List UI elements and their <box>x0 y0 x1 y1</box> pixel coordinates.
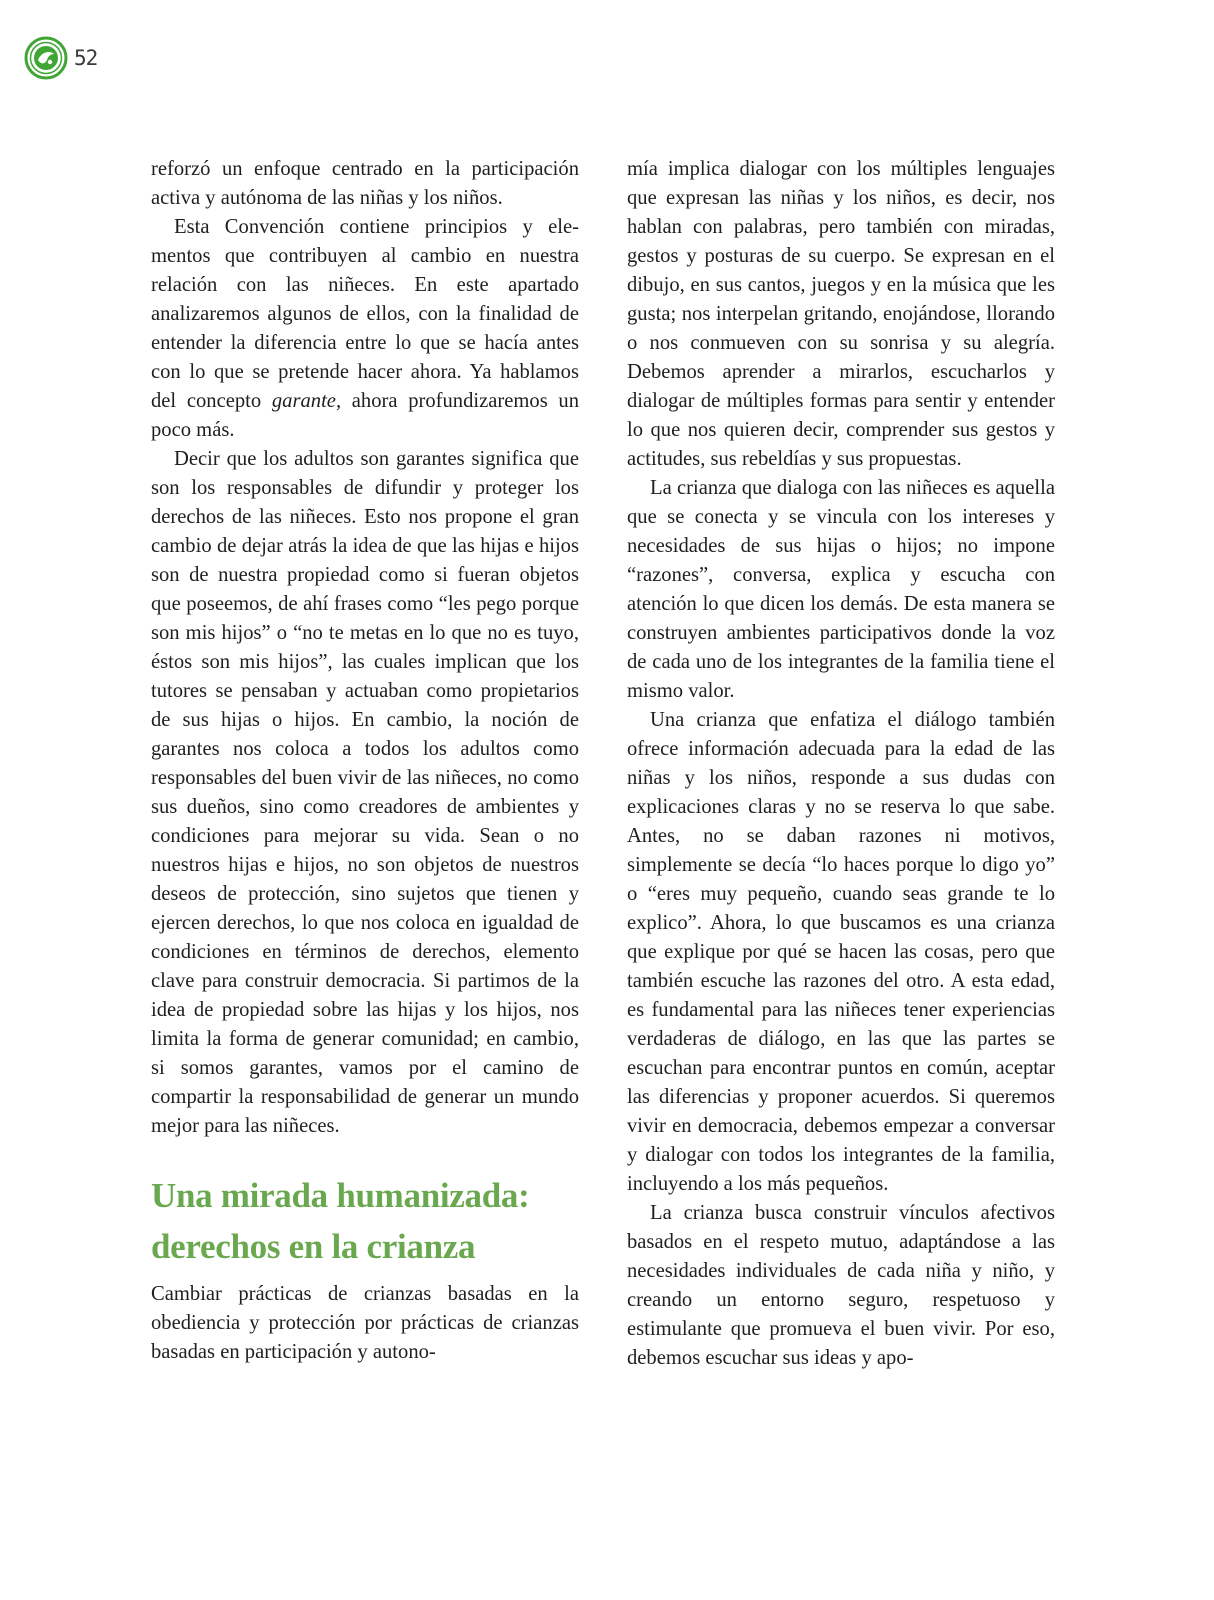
right-column <box>627 155 1055 1373</box>
paragraph: La crianza que dialoga con las niñeces es aquella que se conecta y se vincula con los intereses y necesidades de sus hijas o hijos; no impone “razones”, conversa, explica y escucha con atención lo que dicen los demás. De esta manera se construyen ambientes participativos donde la voz de cada uno de los integrantes de la familia tiene el mismo valor. <box>627 477 1055 702</box>
circular-logo-icon <box>24 36 68 80</box>
paragraph: mía implica dialogar con los múltiples lenguajes que expresan las niñas y los niños, es decir, nos hablan con palabras, pero también con miradas, gestos y posturas de su cuerpo. Se expresan en el dibujo, en sus cantos, juegos y en la música que les gusta; nos interpelan gritando, enojándose, llorando o nos conmueven con su sonrisa y su alegría. Debemos aprender a mirarlos, escucharlos y dialogar de múltiples formas para sentir y entender lo que nos quieren decir, comprender sus gestos y actitudes, sus rebeldías y sus propuestas. <box>627 158 1055 470</box>
paragraph: Cambiar prácticas de crianzas basadas en la obediencia y protección por prácticas de crianzas basadas en participación y autono- <box>151 1283 579 1363</box>
paragraph: Una crianza que enfatiza el diálogo también ofrece información adecuada para la edad de las niñas y los niños, responde a sus dudas con explicaciones claras y no se reserva lo que sabe. Antes, no se daban razones ni motivos, simplemente se decía “lo haces porque lo digo yo” o “eres muy pequeño, cuando seas grande te lo explico”. Ahora, lo que buscamos es una crianza que explique por qué se hacen las cosas, pero que también escuche las razones del otro. A esta edad, es fundamental para las niñeces tener experiencias verdaderas de diálogo, en las que las partes se escuchan para encontrar puntos en común, aceptar las diferencias y proponer acuerdos. Si queremos vivir en democracia, debemos empezar a conversar y dialogar con todos los integrantes de la familia, incluyendo a los más pequeños. <box>627 709 1055 1195</box>
paragraph: Esta Convención contiene principios y elementos que contribuyen al cambio en nuestra relación con las niñeces. En este apartado analizaremos algunos de ellos, con la finalidad de entender la diferencia entre lo que se hacía antes con lo que se pretende hacer ahora. Ya hablamos del concepto garante, ahora profundizaremos un poco más. <box>151 216 580 441</box>
page-number: 52 <box>74 46 98 70</box>
italic-term: garante <box>271 390 336 412</box>
left-column <box>151 155 579 1367</box>
paragraph: La crianza busca construir vínculos afectivos basados en el respeto mutuo, adaptándose a las necesidades individuales de cada niña y niño, y creando un entorno seguro, respetuoso y estimulante que promueva el buen vivir. Por eso, debemos escuchar sus ideas y apo- <box>627 1202 1055 1369</box>
paragraph: Decir que los adultos son garantes significa que son los responsables de difundir y proteger los derechos de las niñeces. Esto nos propone el gran cambio de dejar atrás la idea de que las hijas e hijos son de nuestra propiedad como si fueran objetos que poseemos, de ahí frases como “les pego porque son mis hijos” o “no te metas en lo que no es tuyo, éstos son mis hijos”, las cuales implican que los tutores se pensaban y actuaban como propietarios de sus hijas o hijos. En cambio, la noción de garantes nos coloca a todos los adultos como responsables del buen vivir de las niñeces, no como sus dueños, sino como creadores de ambientes y condiciones para mejorar su vida. Sean o no nuestros hijas e hijos, no son objetos de nuestros deseos de protección, sino sujetos que tienen y ejercen derechos, lo que nos coloca en igualdad de condiciones en términos de derechos, elemento clave para construir democracia. Si partimos de la idea de propiedad sobre las hijas y los hijos, nos limita la forma de generar comunidad; en cambio, si somos garantes, vamos por el camino de compartir la responsabilidad de generar un mundo mejor para las niñeces. <box>151 448 579 1137</box>
paragraph: reforzó un enfoque centrado en la participación activa y autónoma de las niñas y los niños. <box>151 158 579 209</box>
page-header <box>24 36 97 80</box>
section-title: Una mirada humanizada: derechos en la crianza <box>151 1176 530 1266</box>
